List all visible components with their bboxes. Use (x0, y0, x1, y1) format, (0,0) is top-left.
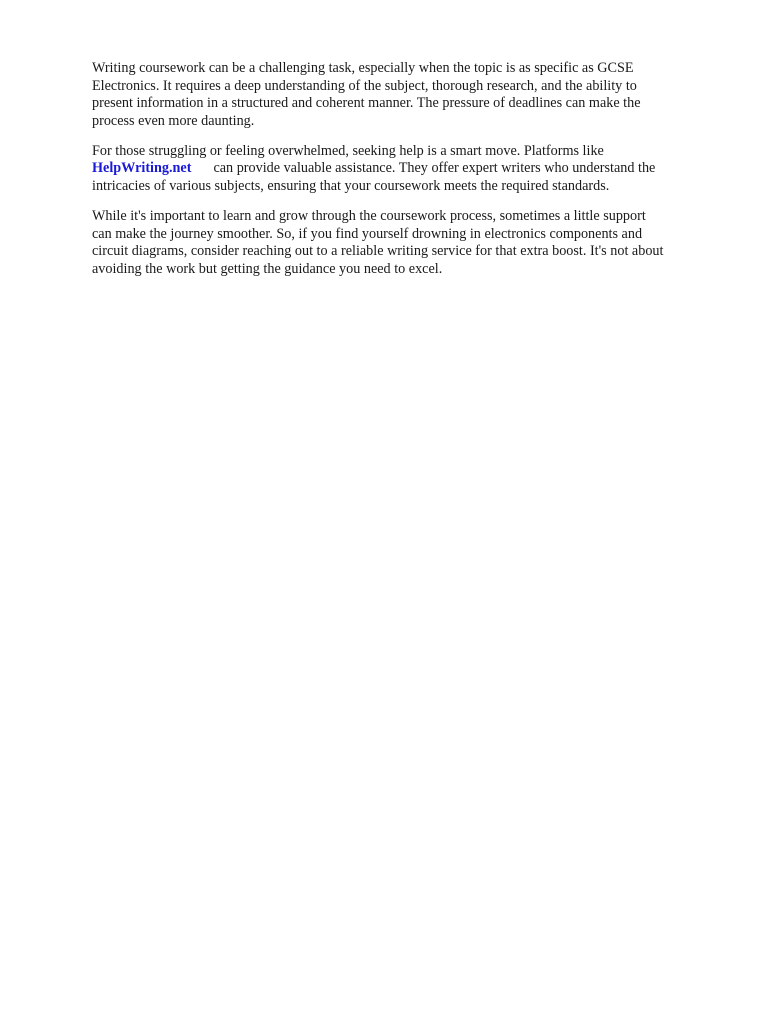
text-line: present information in a structured and coherent manner. The pressure of deadlines can make the (92, 95, 641, 112)
text-line: can make the journey smoother. So, if you find yourself drowning in electronics components and (92, 225, 643, 242)
text-line: avoiding the work but getting the guidance you need to excel. (92, 260, 443, 277)
helpwriting-link[interactable]: HelpWriting.net (92, 160, 192, 177)
text-line: process even more daunting. (92, 112, 255, 129)
text-line: intricacies of various subjects, ensuring that your coursework meets the required standards. (92, 177, 610, 194)
text-fragment: can provide valuable assistance. They offer expert writers who understand the (213, 160, 656, 177)
text-line: circuit diagrams, consider reaching out to a reliable writing service for that extra boost. It's not about (92, 243, 664, 260)
text-line: While it's important to learn and grow through the coursework process, sometimes a little support (92, 207, 646, 224)
text-line: Writing coursework can be a challenging task, especially when the topic is as specific as GCSE (92, 60, 634, 76)
paragraph-help (92, 143, 728, 196)
text-line: For those struggling or feeling overwhelmed, seeking help is a smart move. Platforms like (92, 142, 604, 159)
paragraph-intro (92, 60, 728, 130)
text-line-with-link (92, 160, 728, 178)
text-line: Electronics. It requires a deep understanding of the subject, thorough research, and the ability to (92, 77, 637, 94)
paragraph-conclusion (92, 208, 728, 278)
